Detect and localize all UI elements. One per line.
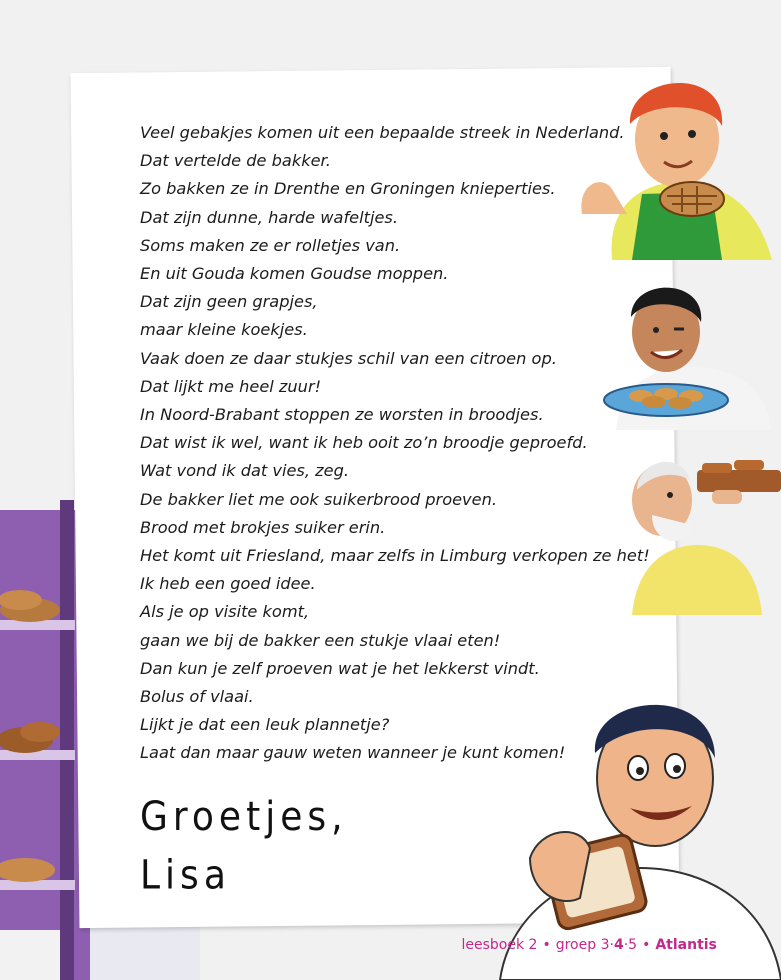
footer-brand: Atlantis (655, 937, 717, 953)
letter-line: Vaak doen ze daar stukjes schil van een citroen op. (140, 348, 557, 368)
letter-line: En uit Gouda komen Goudse moppen. (140, 264, 449, 284)
signature: Lisa (140, 852, 231, 899)
letter-line: Laat dan maar gauw weten wanneer je kunt komen! (140, 743, 566, 763)
boy-with-cookie-plate-illustration (596, 272, 781, 430)
letter-line: Dan kun je zelf proeven wat je het lekkerst vindt. (140, 658, 540, 678)
letter-line: Als je op visite komt, (140, 602, 310, 622)
letter-line: In Noord-Brabant stoppen ze worsten in broodjes. (140, 405, 544, 425)
letter-line: Dat wist ik wel, want ik heb ooit zo’n broodje geproefd. (140, 433, 588, 453)
letter-signoff (140, 789, 348, 905)
letter-line: Zo bakken ze in Drenthe en Groningen knieperties. (140, 179, 556, 199)
page-number: 27 (735, 937, 753, 953)
footer-separator: • (642, 937, 651, 953)
letter-line: Brood met brokjes suiker erin. (140, 517, 386, 537)
letter-line: Ik heb een goed idee. (140, 574, 316, 594)
letter-line: Dat lijkt me heel zuur! (140, 376, 322, 396)
old-man-with-sausage-rolls-illustration (612, 445, 781, 615)
greeting: Groetjes, (140, 794, 348, 841)
baker-with-bread-slice-illustration (470, 668, 781, 980)
letter-line: maar kleine koekjes. (140, 320, 308, 340)
letter-line: Dat zijn geen grapjes, (140, 292, 318, 312)
letter-line: Wat vond ik dat vies, zeg. (140, 461, 350, 481)
letter-line: Veel gebakjes komen uit een bepaalde streek in Nederland. (140, 123, 625, 142)
woman-with-waffle-illustration (572, 64, 777, 260)
footer-group-current: 4 (613, 937, 624, 953)
letter-line: Soms maken ze er rolletjes van. (140, 235, 401, 255)
footer-group: groep 3 (555, 937, 610, 953)
page-footer (462, 937, 754, 953)
letter-line: Lijkt je dat een leuk plannetje? (140, 715, 390, 735)
footer-separator: • (542, 937, 551, 953)
letter-line: De bakker liet me ook suikerbrood proeven. (140, 489, 497, 509)
footer-group-next: 5 (628, 937, 638, 953)
footer-separator: • (721, 937, 731, 953)
letter-line: Dat zijn dunne, harde wafeltjes. (140, 207, 398, 227)
footer-separator: · (623, 937, 629, 953)
letter-line: Bolus of vlaai. (140, 687, 254, 707)
footer-book: leesboek 2 (461, 937, 538, 953)
footer-separator: · (609, 937, 614, 953)
letter-line: gaan we bij de bakker een stukje vlaai eten! (140, 630, 501, 650)
letter-line: Dat vertelde de bakker. (140, 151, 331, 171)
letter-line: Het komt uit Friesland, maar zelfs in Limburg verkopen ze het! (140, 546, 650, 566)
